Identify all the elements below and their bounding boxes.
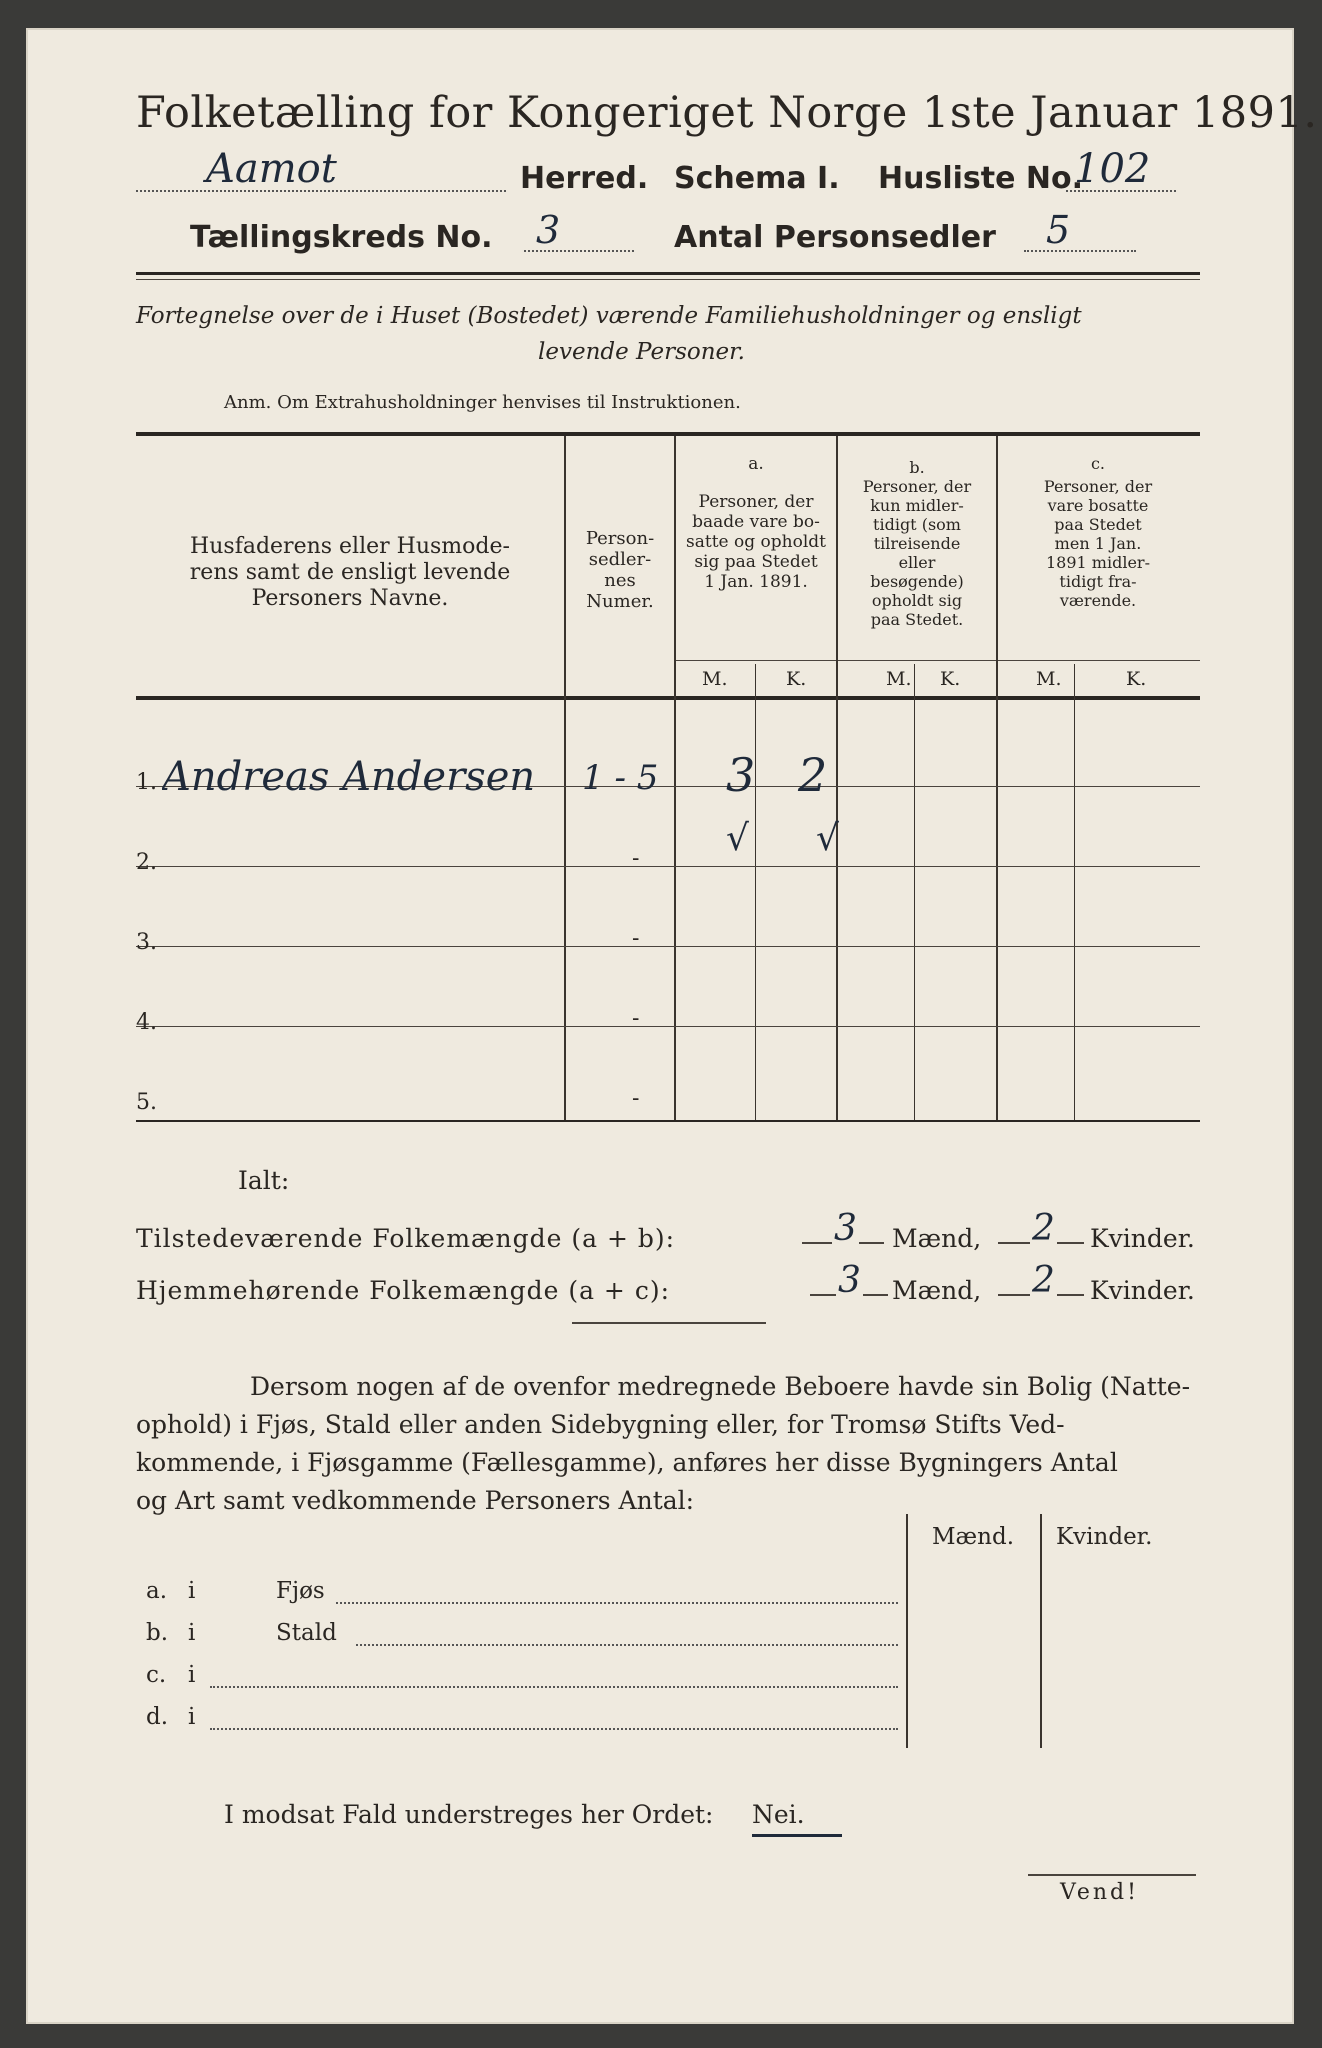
building-b-label: Stald [276,1620,337,1646]
table-row-1-a-k: 2 [798,748,828,802]
table-row-2-a-m: √ [726,818,749,859]
header-name-column: Husfaderens eller Husmode- rens samt de ensligt levende Personers Navne. [189,534,511,611]
building-d-letter: d. [146,1704,169,1730]
table-row-2-num: 2. [136,850,157,875]
sidebuilding-paragraph: Dersom nogen af de ovenfor medregnede Beboere havde sin Bolig (Natte- ophold) i Fjøs, Stald eller anden Sidebygning eller, for Tromsø Stifts Ved- kommende, i Fjøsgamme (Fællesgamme), anføres her disse Bygningers Antal og Art samt vedkommende Personers Antal: [136,1372,1191,1515]
table-row-1-a-m: 3 [726,748,756,802]
building-d-prep: i [188,1704,196,1730]
table-row-5-sedler: - [632,1086,640,1111]
table-row-4-sedler: - [632,1006,640,1031]
subheader-b-k: K. [940,668,961,690]
buildings-kvinder-header: Kvinder. [1056,1524,1153,1550]
header-col-a: a. Personer, der baade vare bo- satte og opholdt sig paa Stedet 1 Jan. 1891. [686,454,826,592]
hjemme-label: Hjemmehørende Folkemængde (a + c): [136,1276,670,1305]
schema-label: Schema I. [674,161,840,196]
subheader-a-k: K. [786,668,807,690]
table-row-2-sedler: - [632,846,640,871]
tilstede-kvinder-label: Kvinder. [1090,1224,1195,1253]
hjemme-maend-value: 3 [838,1260,861,1301]
table-row-1-sedler: 1 - 5 [582,758,659,798]
hjemme-kvinder-value: 2 [1032,1260,1055,1301]
kreds-label: Tællingskreds No. [190,220,493,255]
closing-sentence: I modsat Fald understreges her Ordet: [224,1800,714,1829]
building-b-prep: i [188,1620,196,1646]
herred-value: Aamot [206,146,337,192]
census-form-page [26,28,1318,2024]
header-col-c: c. Personer, der vare bosatte paa Stedet men 1 Jan. 1891 midler- tidigt fra- værende. [1043,454,1153,610]
antal-label: Antal Personsedler [674,220,996,255]
table-row-1-num: 1. [136,770,157,795]
table-row-3-num: 3. [136,930,157,955]
tilstede-maend-label: Mænd, [892,1224,982,1253]
building-a-prep: i [188,1578,196,1604]
building-c-letter: c. [146,1662,167,1688]
herred-label: Herred. [520,161,649,196]
subheader-c-m: M. [1036,668,1062,690]
header-number-column: Person- sedler- nes Numer. [585,528,655,612]
antal-value: 5 [1046,208,1071,252]
subheader-c-k: K. [1126,668,1147,690]
building-c-prep: i [188,1662,196,1688]
building-a-letter: a. [146,1578,168,1604]
subtitle-line1: Fortegnelse over de i Huset (Bostedet) værende Familiehusholdninger og ensligt [136,303,1082,329]
building-b-letter: b. [146,1620,169,1646]
hjemme-maend-label: Mænd, [892,1276,982,1305]
turn-page-note: Vend! [1060,1880,1139,1905]
tilstede-kvinder-value: 2 [1032,1208,1055,1249]
instruction-note: Anm. Om Extrahusholdninger henvises til Instruktionen. [224,392,741,413]
closing-word-nei: Nei. [752,1800,805,1829]
husliste-label: Husliste No. [878,161,1083,196]
hjemme-kvinder-label: Kvinder. [1090,1276,1195,1305]
subheader-a-m: M. [702,668,728,690]
husliste-value: 102 [1074,146,1151,192]
kreds-value: 3 [536,208,561,252]
form-title: Folketælling for Kongeriget Norge 1ste Januar 1891. [136,88,1318,138]
tilstede-maend-value: 3 [834,1208,857,1249]
subheader-b-m: M. [886,668,912,690]
table-row-2-a-k: √ [816,818,839,859]
table-row-3-sedler: - [632,926,640,951]
building-a-label: Fjøs [276,1578,325,1604]
subtitle-line2: levende Personer. [538,339,745,365]
totals-heading: Ialt: [238,1166,290,1195]
header-col-b: b. Personer, der kun midler- tidigt (som tilreisende eller besøgende) opholdt sig paa Stedet. [862,458,972,629]
buildings-maend-header: Mænd. [932,1524,1015,1550]
table-row-1-name: Andreas Andersen [162,754,536,800]
table-row-4-num: 4. [136,1010,157,1035]
table-row-5-num: 5. [136,1090,157,1115]
tilstede-label: Tilstedeværende Folkemængde (a + b): [136,1224,676,1253]
